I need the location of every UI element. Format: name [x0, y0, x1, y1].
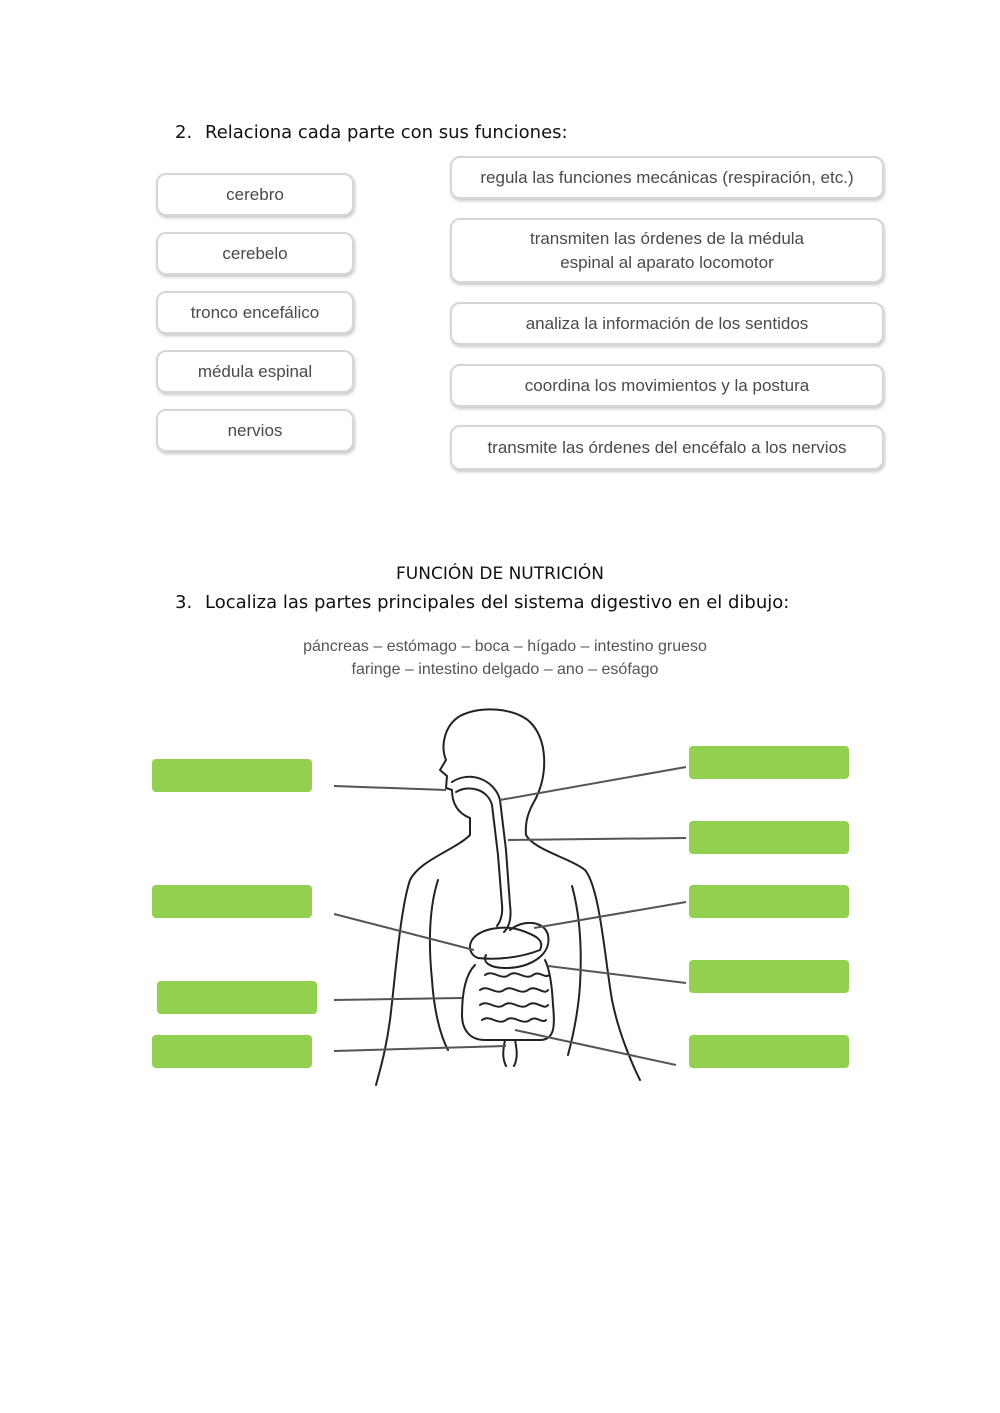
function-label: transmite las órdenes del encéfalo a los nervios — [487, 437, 847, 457]
word-bank-line-1: páncreas – estómago – boca – hígado – intestino grueso — [303, 638, 707, 655]
leader-line-right-4 — [548, 966, 686, 983]
part-label: cerebro — [226, 184, 284, 204]
part-label: nervios — [227, 420, 283, 440]
part-label: médula espinal — [197, 361, 313, 381]
rectum — [503, 1040, 517, 1066]
leader-line-left-4 — [334, 1046, 506, 1051]
drop-zone-right-2[interactable] — [689, 821, 849, 854]
question-2-number: 2. — [175, 122, 193, 143]
drop-zone-left-2[interactable] — [152, 885, 312, 918]
body-outline-left — [376, 818, 470, 1085]
inner-arm-left — [430, 880, 448, 1050]
drop-zone-right-3[interactable] — [689, 885, 849, 918]
section-title: FUNCIÓN DE NUTRICIÓN — [396, 564, 604, 584]
large-intestine — [462, 960, 554, 1040]
leader-line-right-2 — [508, 838, 686, 840]
drop-zone-left-3[interactable] — [157, 981, 317, 1014]
part-label: tronco encefálico — [190, 302, 320, 322]
drop-zone-right-1[interactable] — [689, 746, 849, 779]
drop-zone-right-4[interactable] — [689, 960, 849, 993]
drop-zone-left-4[interactable] — [152, 1035, 312, 1068]
drop-zone-left-1[interactable] — [152, 759, 312, 792]
question-2-text: Relaciona cada parte con sus funciones: — [205, 122, 568, 143]
body-outline — [440, 709, 640, 1080]
function-label: regula las funciones mecánicas (respiración, etc.) — [480, 167, 854, 187]
leader-line-right-5 — [515, 1030, 676, 1065]
leader-line-left-3 — [334, 998, 462, 1000]
function-label: analiza la información de los sentidos — [525, 313, 809, 333]
drop-zone-right-5[interactable] — [689, 1035, 849, 1068]
leader-line-left-1 — [334, 786, 446, 790]
question-3-number: 3. — [175, 592, 193, 613]
esophagus-inner — [456, 788, 502, 926]
leader-line-right-1 — [500, 767, 686, 800]
leader-line-left-2 — [334, 914, 474, 950]
liver — [470, 928, 541, 959]
small-intestine — [480, 973, 549, 1021]
function-label: transmiten las órdenes de la médula espinal al aparato locomotor — [529, 228, 805, 272]
word-bank-line-2: faringe – intestino delgado – ano – esófago — [351, 661, 659, 678]
leader-line-right-3 — [534, 902, 686, 928]
part-label: cerebelo — [222, 243, 288, 263]
function-label: coordina los movimientos y la postura — [524, 375, 810, 395]
question-3-text: Localiza las partes principales del sistema digestivo en el dibujo: — [205, 592, 790, 613]
